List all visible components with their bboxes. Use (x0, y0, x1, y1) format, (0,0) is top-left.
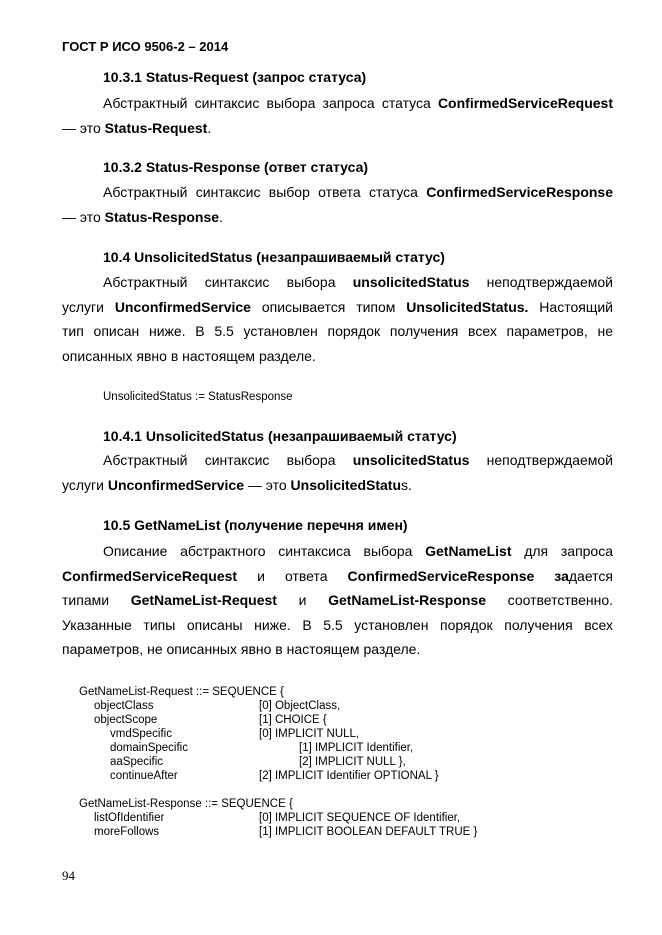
section-heading-10-4: 10.4 UnsolicitedStatus (незапрашиваемый статус) (103, 249, 445, 265)
paragraph-10-5 (62, 539, 613, 662)
text-line: Абстрактный синтаксис выбора запроса статуса ConfirmedServiceRequest (103, 95, 613, 111)
text-line: описанных явно в настоящем разделе. (62, 347, 316, 364)
asn-field-type: [1] IMPLICIT BOOLEAN DEFAULT TRUE } (259, 826, 478, 838)
asn-field-name: aaSpecific (110, 756, 164, 768)
asn-field-name: vmdSpecific (110, 728, 172, 740)
asn-field-name: objectScope (94, 714, 158, 726)
paragraph-10-4-1 (62, 448, 613, 497)
section-heading-10-4-1: 10.4.1 UnsolicitedStatus (незапрашиваемый статус) (103, 428, 457, 444)
asn-field-type: [0] IMPLICIT SEQUENCE OF Identifier, (259, 812, 461, 824)
asn-field-type: [1] CHOICE { (259, 714, 327, 726)
text-line: Абстрактный синтаксис выбор ответа статуса ConfirmedServiceResponse (103, 184, 613, 200)
text-line: ConfirmedServiceRequest и ответа ConfirmedServiceResponse задается (62, 567, 613, 584)
section-heading-10-3-2: 10.3.2 Status-Response (ответ статуса) (103, 159, 369, 175)
text-line: параметров, не описанных явно в настоящем разделе. (62, 641, 421, 657)
text-line: — это Status-Response. (62, 208, 223, 225)
text-line: услуги UnconfirmedService — это UnsolicitedStatus. (62, 476, 412, 493)
asn-request-title: GetNameList-Request ::= SEQUENCE { (79, 686, 284, 698)
text-line: — это Status-Request. (62, 119, 212, 136)
text-line: Абстрактный синтаксис выбора unsolicitedStatus неподтверждаемой (103, 274, 613, 290)
paragraph-10-3-2 (62, 180, 613, 229)
asn-response-title: GetNameList-Response ::= SEQUENCE { (79, 798, 293, 810)
text-line: типами GetNameList-Request и GetNameList-Response соответственно. (62, 592, 613, 608)
asn-field-name: domainSpecific (110, 742, 188, 754)
asn-definition-unsolicited-status: UnsolicitedStatus := StatusResponse (103, 391, 293, 403)
page-number: 94 (62, 868, 75, 883)
asn-field-type: [0] ObjectClass, (259, 700, 341, 712)
document-header: ГОСТ Р ИСО 9506-2 – 2014 (62, 39, 229, 54)
asn-field-name: moreFollows (94, 826, 160, 838)
asn-field-name: objectClass (94, 700, 154, 712)
paragraph-10-4 (62, 270, 613, 368)
text-line: тип описан ниже. В 5.5 установлен порядок получения всех параметров, не (62, 323, 613, 339)
asn-field-type: [2] IMPLICIT Identifier OPTIONAL } (259, 770, 439, 782)
text-line: услуги UnconfirmedService описывается типом UnsolicitedStatus. Настоящий (62, 298, 613, 315)
asn-field-name: continueAfter (110, 770, 178, 782)
text-line: Абстрактный синтаксис выбора unsolicitedStatus неподтверждаемой (103, 452, 613, 468)
text-line: Указанные типы описаны ниже. В 5.5 установлен порядок получения всех (62, 616, 613, 633)
section-heading-10-5: 10.5 GetNameList (получение перечня имен) (103, 517, 408, 533)
section-heading-10-3-1: 10.3.1 Status-Request (запрос статуса) (103, 69, 367, 85)
asn-field-type: [1] IMPLICIT Identifier, (299, 742, 414, 754)
asn-field-type: [2] IMPLICIT NULL }, (299, 756, 406, 768)
text-line: Описание абстрактного синтаксиса выбора GetNameList для запроса (103, 543, 614, 559)
asn-field-name: listOfIdentifier (94, 812, 165, 824)
asn-field-type: [0] IMPLICIT NULL, (259, 728, 360, 740)
paragraph-10-3-1 (62, 91, 613, 140)
